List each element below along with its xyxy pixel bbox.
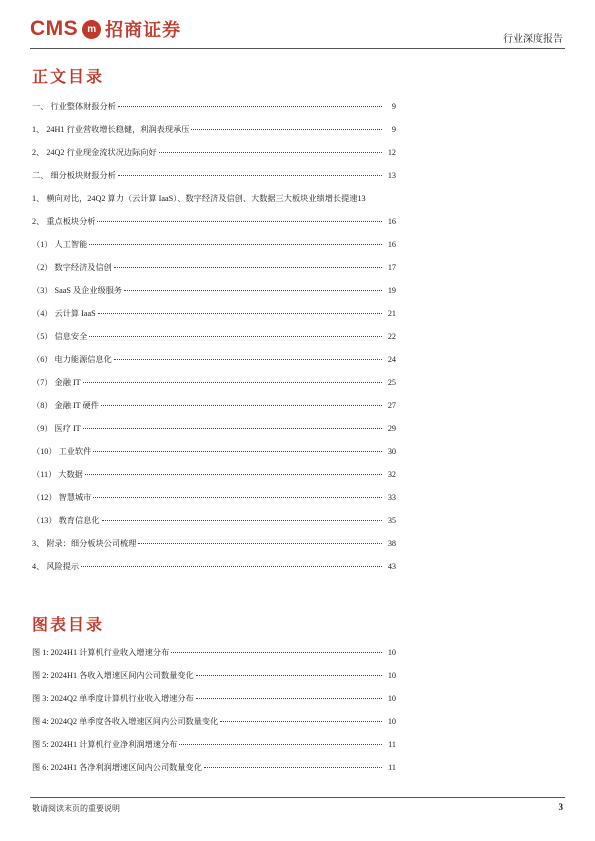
footer-divider [30, 797, 565, 798]
toc-entry-label: （8） 金融 IT 硬件 [32, 401, 99, 410]
dot-leader [83, 382, 382, 383]
toc-entry-page: 30 [387, 447, 396, 456]
figures-title: 图表目录 [32, 615, 105, 634]
dot-leader [196, 698, 382, 699]
figure-entry-page: 10 [387, 717, 396, 726]
figure-entry-label: 图 4: 2024Q2 单季度各收入增速区间内公司数量变化 [32, 717, 219, 726]
dot-leader [220, 721, 382, 722]
toc-entry[interactable] [32, 216, 396, 230]
toc-entry-label: （3） SaaS 及企业级服务 [32, 286, 123, 295]
toc-entry[interactable] [32, 262, 396, 276]
figure-entry[interactable] [32, 693, 396, 707]
page-header [30, 14, 565, 50]
toc-entry[interactable] [32, 308, 396, 322]
dot-leader [85, 474, 382, 475]
dot-leader [101, 405, 382, 406]
company-logo [30, 14, 181, 44]
toc-entry-page: 27 [387, 401, 396, 410]
toc-entry-label: 2、 24Q2 行业现金流状况边际向好 [32, 148, 157, 157]
toc-title: 正文目录 [32, 67, 105, 86]
toc-entry-page: 17 [387, 263, 396, 272]
toc-entry[interactable] [32, 400, 396, 414]
toc-entry-label: 二、 细分板块财报分析 [32, 171, 116, 180]
toc-entry[interactable] [32, 377, 396, 391]
toc-entry-label: （7） 金融 IT [32, 378, 81, 387]
toc-entry-page: 33 [387, 493, 396, 502]
dot-leader [118, 106, 382, 107]
toc-entry[interactable] [32, 538, 396, 552]
dot-leader [196, 675, 382, 676]
figure-entry[interactable] [32, 647, 396, 661]
toc-entry-label: 1、 横向对比，24Q2 算力（云计算 IaaS）、数字经济及信创、大数据三大板块业绩增长提速13 [32, 194, 366, 203]
toc-entry-page: 32 [387, 470, 396, 479]
toc-entry-label: 1、 24H1 行业营收增长稳健，利润表现承压 [32, 125, 190, 134]
figure-entry-page: 11 [388, 763, 396, 772]
logo-latin: CMS [30, 17, 79, 40]
toc-entry[interactable] [32, 193, 396, 207]
toc-entry-label: （6） 电力能源信息化 [32, 355, 112, 364]
toc-entry-label: （12） 智慧城市 [32, 493, 92, 502]
toc-entry-label: 3、 附录：细分板块公司梳理 [32, 539, 137, 548]
dot-leader [118, 175, 382, 176]
figure-entry-label: 图 5: 2024H1 计算机行业净利润增速分布 [32, 740, 178, 749]
dot-leader [89, 336, 382, 337]
dot-leader [97, 221, 382, 222]
toc-entry-page: 16 [387, 240, 396, 249]
figure-entry-label: 图 6: 2024H1 各净利润增速区间内公司数量变化 [32, 763, 202, 772]
toc-entry[interactable] [32, 147, 396, 161]
toc-entry-page: 22 [387, 332, 396, 341]
figure-entry-label: 图 1: 2024H1 计算机行业收入增速分布 [32, 648, 170, 657]
dot-leader [179, 744, 382, 745]
dot-leader [191, 129, 382, 130]
toc-entry-page: 9 [391, 102, 396, 111]
toc-entry[interactable] [32, 469, 396, 483]
figure-entry-page: 10 [387, 671, 396, 680]
dot-leader [93, 451, 382, 452]
toc-entry-label: （5） 信息安全 [32, 332, 88, 341]
dot-leader [81, 566, 382, 567]
dot-leader [171, 652, 382, 653]
toc-entry-page: 38 [387, 539, 396, 548]
toc-entry[interactable] [32, 331, 396, 345]
toc-entry-page: 13 [387, 171, 396, 180]
toc-entry-label: 一、 行业整体财报分析 [32, 102, 116, 111]
dot-leader [114, 267, 382, 268]
toc-entry-label: （2） 数字经济及信创 [32, 263, 112, 272]
toc-entry-page: 16 [387, 217, 396, 226]
toc-entry-label: 2、 重点板块分析 [32, 217, 96, 226]
dot-leader [102, 520, 382, 521]
figure-entry[interactable] [32, 739, 396, 753]
figure-entry-label: 图 3: 2024Q2 单季度计算机行业收入增速分布 [32, 694, 194, 703]
toc-entry-page: 24 [387, 355, 396, 364]
toc-entry[interactable] [32, 285, 396, 299]
page-number: 3 [558, 802, 563, 812]
dot-leader [114, 359, 382, 360]
toc-entry[interactable] [32, 239, 396, 253]
toc-entry-label: （10） 工业软件 [32, 447, 92, 456]
toc-entry[interactable] [32, 492, 396, 506]
figure-entry[interactable] [32, 716, 396, 730]
dot-leader [159, 152, 382, 153]
figure-entry-page: 10 [387, 694, 396, 703]
toc-entry-page: 29 [387, 424, 396, 433]
header-divider [30, 48, 565, 49]
toc-entry[interactable] [32, 515, 396, 529]
toc-entry-label: （4） 云计算 IaaS [32, 309, 96, 318]
toc-entry-label: （13） 教育信息化 [32, 516, 100, 525]
toc-entry-label: （9） 医疗 IT [32, 424, 81, 433]
toc-entry[interactable] [32, 561, 396, 575]
dot-leader [204, 767, 382, 768]
toc-entry-page: 35 [387, 516, 396, 525]
toc-entry-page: 25 [387, 378, 396, 387]
toc-entry[interactable] [32, 101, 396, 115]
toc-entry-label: （11） 大数据 [32, 470, 83, 479]
footer-disclaimer: 敬请阅读末页的重要说明 [32, 804, 120, 813]
dot-leader [83, 428, 382, 429]
dot-leader [138, 543, 382, 544]
figure-entry-label: 图 2: 2024H1 各收入增速区间内公司数量变化 [32, 671, 194, 680]
dot-leader [124, 290, 382, 291]
toc-entry-label: （1） 人工智能 [32, 240, 88, 249]
toc-entry[interactable] [32, 124, 396, 138]
figure-entry[interactable] [32, 762, 396, 776]
figure-entry-page: 11 [388, 740, 396, 749]
toc-entry[interactable] [32, 170, 396, 184]
toc-entry-page: 12 [387, 148, 396, 157]
toc-entry-page: 21 [387, 309, 396, 318]
dot-leader [89, 244, 382, 245]
dot-leader [98, 313, 382, 314]
toc-entry-label: 4、 风险提示 [32, 562, 80, 571]
figure-entry-page: 10 [387, 648, 396, 657]
figure-entry[interactable] [32, 670, 396, 684]
dot-leader [93, 497, 382, 498]
logo-seal-icon: m [82, 20, 101, 39]
logo-chinese: 招商证券 [105, 20, 182, 41]
toc-entry-page: 9 [391, 125, 396, 134]
toc-entry-page: 43 [387, 562, 396, 571]
toc-entry-page: 19 [387, 286, 396, 295]
toc-entry[interactable] [32, 446, 396, 460]
report-type: 行业深度报告 [503, 34, 563, 45]
toc-entry[interactable] [32, 423, 396, 437]
toc-entry[interactable] [32, 354, 396, 368]
